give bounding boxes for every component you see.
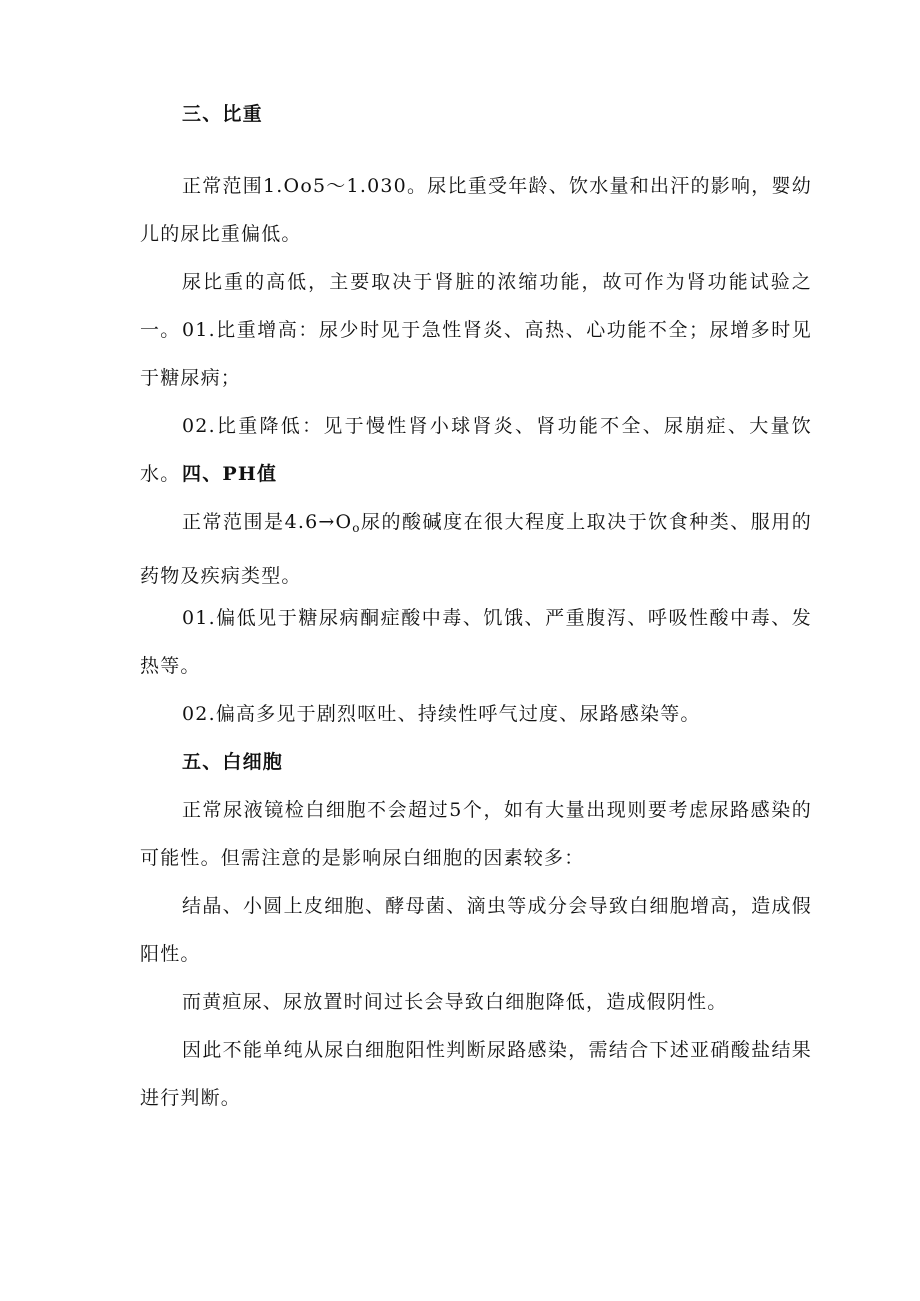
paragraph-ph-high: 02.偏高多见于剧烈呕吐、持续性呼气过度、尿路感染等。 bbox=[182, 703, 701, 725]
paragraph-sg-decrease: 02.比重降低：见于慢性肾小球肾炎、肾功能不全、尿崩症、大量饮水。 bbox=[140, 415, 812, 485]
paragraph-wbc-false-negative: 而黄疸尿、尿放置时间过长会导致白细胞降低，造成假阴性。 bbox=[182, 991, 728, 1013]
ph-range-subscript: o bbox=[352, 521, 361, 535]
section-heading-ph: 四、PH值 bbox=[182, 463, 278, 485]
paragraph-ph-normal-range bbox=[140, 498, 812, 600]
ph-range-prefix: 正常范围是4.6→O bbox=[182, 511, 353, 533]
section-heading-white-blood-cells: 五、白细胞 bbox=[182, 751, 284, 773]
ph-range-suffix: 尿的酸碱度在很大程度上取决于饮食种类、服用的药物及疾病类型。 bbox=[140, 511, 812, 587]
paragraph-wbc-false-positive: 结晶、小圆上皮细胞、酵母菌、滴虫等成分会导致白细胞增高，造成假阳性。 bbox=[140, 895, 812, 965]
paragraph-wbc-conclusion: 因此不能单纯从尿白细胞阳性判断尿路感染，需结合下述亚硝酸盐结果进行判断。 bbox=[140, 1039, 812, 1109]
paragraph-sg-increase: 01.比重增高：尿少时见于急性肾炎、高热、心功能不全；尿增多时见于糖尿病； bbox=[140, 319, 812, 389]
paragraph-wbc-normal: 正常尿液镜检白细胞不会超过5个，如有大量出现则要考虑尿路感染的可能性。但需注意的是影响尿白细胞的因素较多： bbox=[140, 799, 812, 869]
paragraph-sg-normal-range: 正常范围1.Oo5～1.030。尿比重受年龄、饮水量和出汗的影响，婴幼儿的尿比重偏低。 bbox=[140, 175, 812, 245]
paragraph-sg-kidney-function: 尿比重的高低，主要取决于肾脏的浓缩功能，故可作为肾功能试验之一。 bbox=[140, 271, 812, 341]
section-heading-specific-gravity: 三、比重 bbox=[182, 103, 263, 125]
paragraph-ph-low: 01.偏低见于糖尿病酮症酸中毒、饥饿、严重腹泻、呼吸性酸中毒、发热等。 bbox=[140, 607, 812, 677]
